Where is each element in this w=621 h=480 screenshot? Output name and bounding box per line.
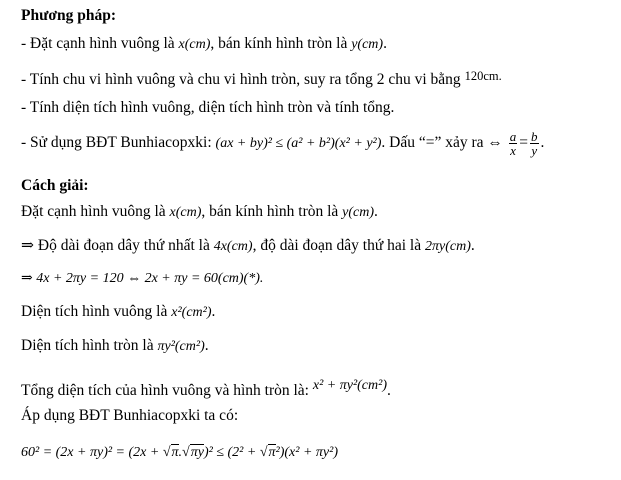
sqrt-symbol: √ [259,445,268,460]
solution-line-8: 60² = (2x + πy)² = (2x + √π.√πy)² ≤ (2² + √π²)(x² + πy²) [21,445,338,460]
method-line-4: - Sử dụng BĐT Bunhiacopxki: (ax + by)² ≤ (a² + b²)(x² + y²). Dấu “=” xảy ra ⇔ $\frac{a}{x}$ = $\frac{b}{y}$ . [21,129,545,158]
fraction-a-x: $\frac{a}{x}$ [509,129,517,158]
bunhiacopxki-formula: (ax + by)² ≤ (a² + b²)(x² + y²) [215,136,382,152]
solution-heading: Cách giải: [21,177,89,194]
method-line-2: - Tính chu vi hình vuông và chu vi hình tròn, suy ra tổng 2 chu vi bằng $^{120cm.}$ [21,69,502,88]
solution-line-7: Áp dụng BĐT Bunhiacopxki ta có: [21,407,239,424]
solution-line-4: Diện tích hình vuông là x²(cm²). [21,303,216,320]
method-heading: Phương pháp: [21,7,116,24]
method-line-3: - Tính diện tích hình vuông, diện tích hình tròn và tính tổng. [21,99,395,116]
solution-line-3: ⇒ 4x + 2πy = 120 ⇔ 2x + πy = 60(cm)(*). [21,271,264,286]
method-line-1: - Đặt cạnh hình vuông là x(cm), bán kính hình tròn là y(cm). [21,35,387,52]
sqrt-symbol: √ [182,445,190,460]
implies-icon: ⇒ [21,237,34,254]
solution-line-5: Diện tích hình tròn là πy²(cm²). [21,337,209,354]
sqrt-symbol: √ [162,445,171,460]
solution-line-2: ⇒ Độ dài đoạn dây thứ nhất là 4x(cm), độ dài đoạn dây thứ hai là 2πy(cm). [21,237,475,254]
fraction-b-y: $\frac{b}{y}$ [531,129,538,158]
solution-line-6: Tổng diện tích của hình vuông và hình tròn là: x² + πy²(cm²). [21,378,391,399]
solution-line-1: Đặt cạnh hình vuông là x(cm), bán kính hình tròn là y(cm). [21,203,378,220]
